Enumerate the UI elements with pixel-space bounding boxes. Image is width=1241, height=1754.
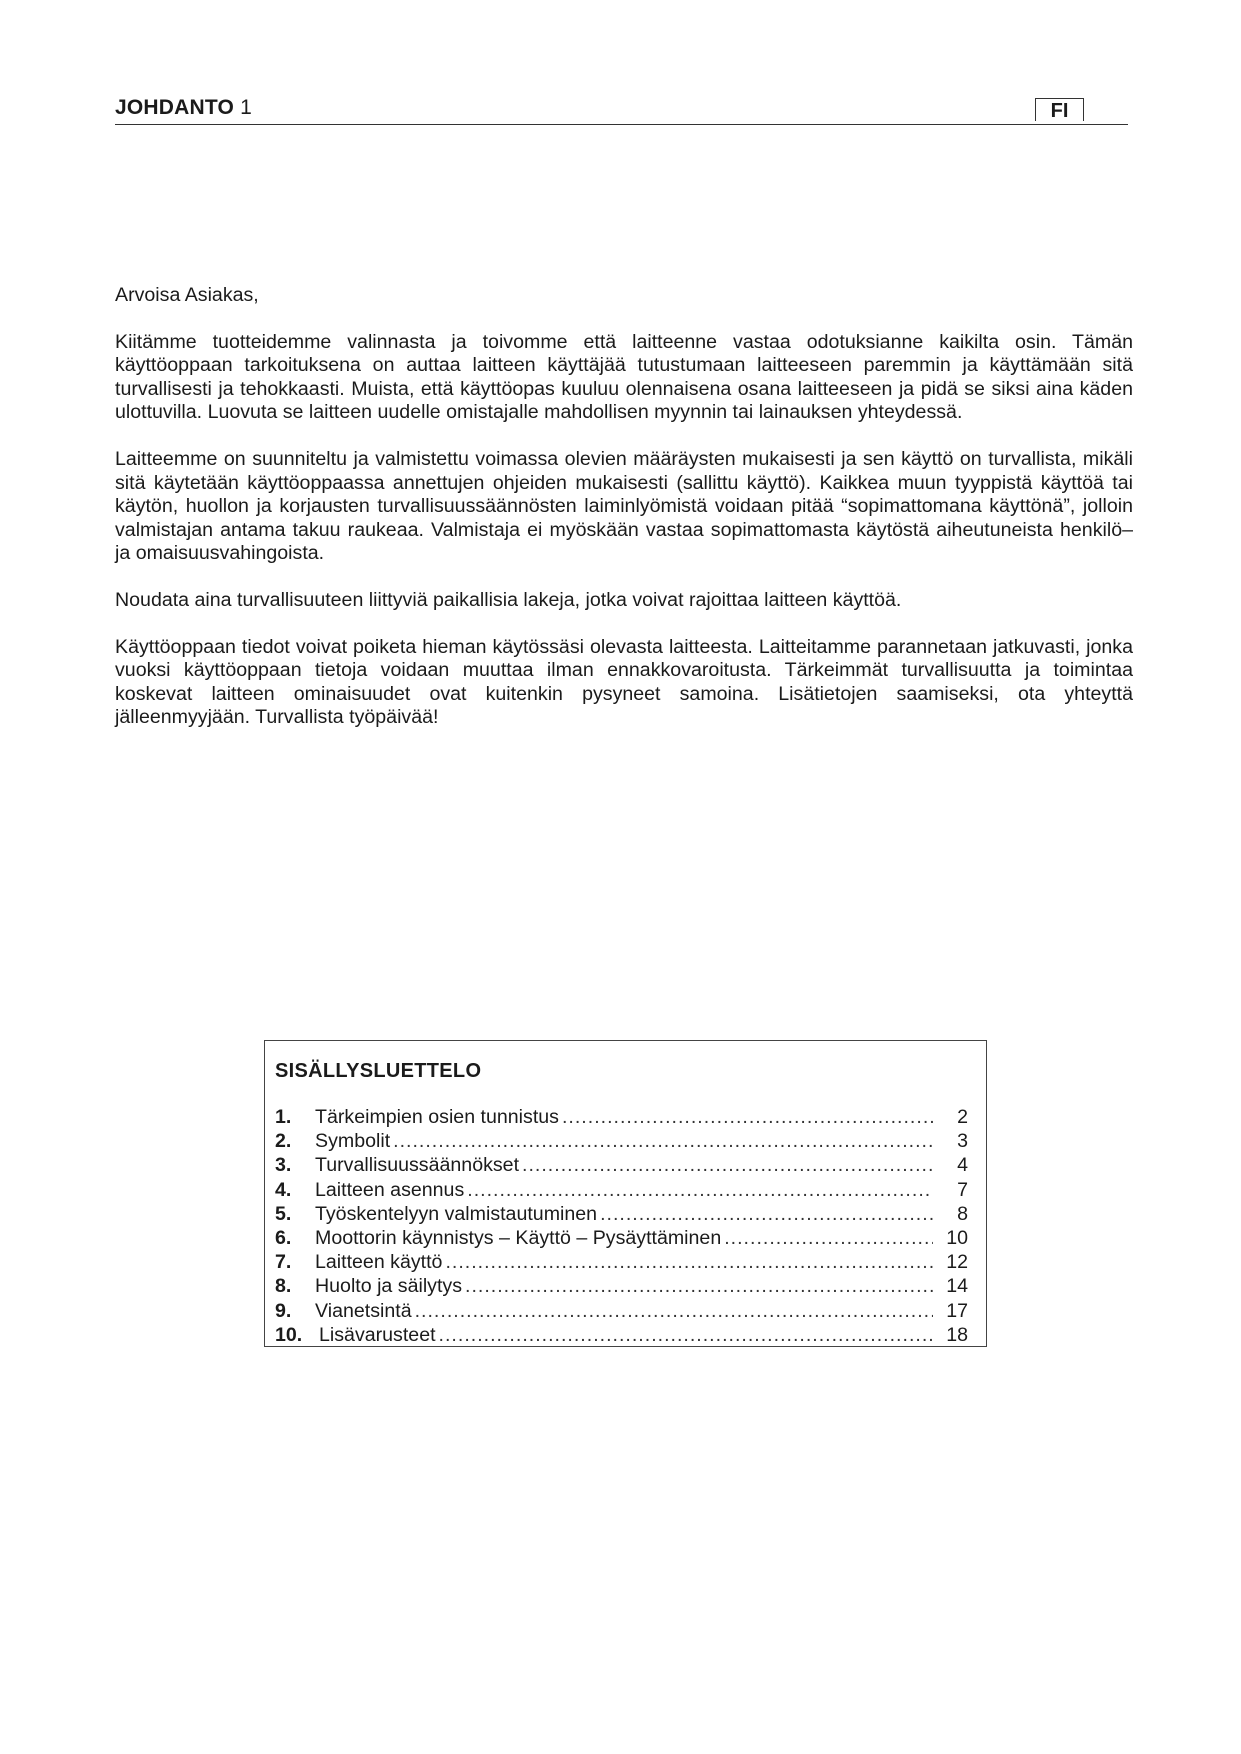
toc-item-label: Laitteen käyttö <box>315 1251 443 1274</box>
toc-item-number: 2. <box>275 1130 292 1153</box>
toc-item-page: 10 <box>946 1226 968 1249</box>
paragraph-1: Kiitämme tuotteidemme valinnasta ja toivomme että laitteenne vastaa odotuksianne kaikilta osin. Tämän käyttöoppaan tarkoituksena on auttaa laitteen käyttäjää tutustumaan laitteeseen paremmin ja käyttämään sitä turvallisesti ja tehokkaasti. Muista, että käyttöopas kuuluu olennaisena osana laitteeseen ja pidä se siksi aina käden ulottuvilla. Luovuta se laitteen uudelle omistajalle mahdollisen myynnin tai lainauksen yhteydessä. <box>115 330 1133 424</box>
paragraph-3: Noudata aina turvallisuuteen liittyviä paikallisia lakeja, jotka voivat rajoittaa laitteen käyttöä. <box>115 588 902 611</box>
toc-leader-dots <box>467 1178 933 1202</box>
toc-item-label: Lisävarusteet <box>319 1323 436 1346</box>
toc-item-page: 14 <box>946 1275 968 1298</box>
greeting: Arvoisa Asiakas, <box>115 284 259 306</box>
toc-item-page: 17 <box>946 1299 968 1322</box>
toc-item-number: 5. <box>275 1202 292 1225</box>
toc-item-label: Laitteen asennus <box>315 1178 465 1201</box>
toc-item[interactable] <box>275 1299 968 1323</box>
toc-item[interactable] <box>275 1274 968 1298</box>
toc-leader-dots <box>445 1250 933 1274</box>
toc-item-label: Tärkeimpien osien tunnistus <box>315 1106 559 1128</box>
toc-item[interactable] <box>275 1178 968 1202</box>
toc-item[interactable] <box>275 1250 968 1274</box>
toc-item-page: 18 <box>946 1323 968 1346</box>
toc-item-label: Huolto ja säilytys <box>315 1275 463 1298</box>
toc-item[interactable] <box>275 1226 968 1250</box>
toc-list <box>275 1105 968 1347</box>
toc-item[interactable] <box>275 1153 968 1177</box>
toc-item-page: 2 <box>957 1106 968 1128</box>
toc-item-page: 7 <box>957 1178 968 1201</box>
toc-item[interactable] <box>275 1129 968 1153</box>
paragraph-2: Laitteemme on suunniteltu ja valmistettu voimassa olevien määräysten mukaisesti ja sen käyttö on turvallista, mikäli sitä käytetään käyttöoppaassa annettujen ohjeiden mukaisesti (sallittu käyttö). Kaikkea muun tyyppistä käyttöä tai käytön, huollon ja korjausten turvallisuussäännösten laiminlyömistä voidaan pitää “sopimattomana käyttönä”, jolloin valmistajan antama takuu raukeaa. Valmistaja ei myöskään vastaa sopimattomasta käytöstä aiheutuneista henkilö– ja omaisuusvahingoista. <box>115 447 1133 565</box>
toc-item-number: 4. <box>275 1178 292 1201</box>
toc-leader-dots <box>600 1202 933 1226</box>
toc-item[interactable] <box>275 1105 968 1129</box>
toc-item-page: 4 <box>957 1154 968 1177</box>
toc-item-label: Vianetsintä <box>315 1299 412 1322</box>
toc-item-page: 12 <box>946 1251 968 1274</box>
toc-leader-dots <box>393 1129 933 1153</box>
toc-item-number: 7. <box>275 1251 292 1274</box>
toc-leader-dots <box>439 1323 933 1347</box>
toc-leader-dots <box>465 1274 933 1298</box>
toc-leader-dots <box>415 1299 933 1323</box>
toc-item-number: 10. <box>275 1323 303 1346</box>
toc-item-page: 3 <box>957 1130 968 1153</box>
toc-item-number: 1. <box>275 1106 292 1128</box>
page-header <box>115 92 1128 125</box>
toc-leader-dots <box>724 1226 933 1250</box>
toc-item-label: Turvallisuussäännökset <box>315 1154 520 1177</box>
section-number: 1 <box>240 96 252 119</box>
toc-item-number: 3. <box>275 1154 292 1177</box>
toc-item-label: Työskentelyyn valmistautuminen <box>315 1202 598 1225</box>
toc-item-label: Symbolit <box>315 1130 391 1153</box>
toc-item-number: 6. <box>275 1226 292 1249</box>
table-of-contents <box>264 1040 987 1347</box>
toc-title: SISÄLLYSLUETTELO <box>275 1060 482 1082</box>
toc-item-page: 8 <box>957 1202 968 1225</box>
language-badge: FI <box>1035 98 1084 121</box>
paragraph-4: Käyttöoppaan tiedot voivat poiketa hieman käytössäsi olevasta laitteesta. Laitteitamme parannetaan jatkuvasti, jonka vuoksi käyttöoppaan tietoja voidaan muuttaa ilman ennakkovaroitusta. Tärkeimmät turvallisuutta ja toimintaa koskevat laitteen ominaisuudet ovat kuitenkin pysyneet samoina. Lisätietojen saamiseksi, ota yhteyttä jälleenmyyjään. Turvallista työpäivää! <box>115 635 1133 729</box>
toc-item-number: 9. <box>275 1299 292 1322</box>
section-title-text: JOHDANTO <box>115 96 235 119</box>
toc-item-label: Moottorin käynnistys – Käyttö – Pysäyttäminen <box>315 1226 722 1249</box>
section-title <box>115 96 252 120</box>
toc-item-number: 8. <box>275 1275 292 1298</box>
toc-leader-dots <box>562 1105 933 1129</box>
intro-text <box>115 284 1133 753</box>
toc-leader-dots <box>522 1153 933 1177</box>
toc-item[interactable] <box>275 1323 968 1347</box>
toc-item[interactable] <box>275 1202 968 1226</box>
